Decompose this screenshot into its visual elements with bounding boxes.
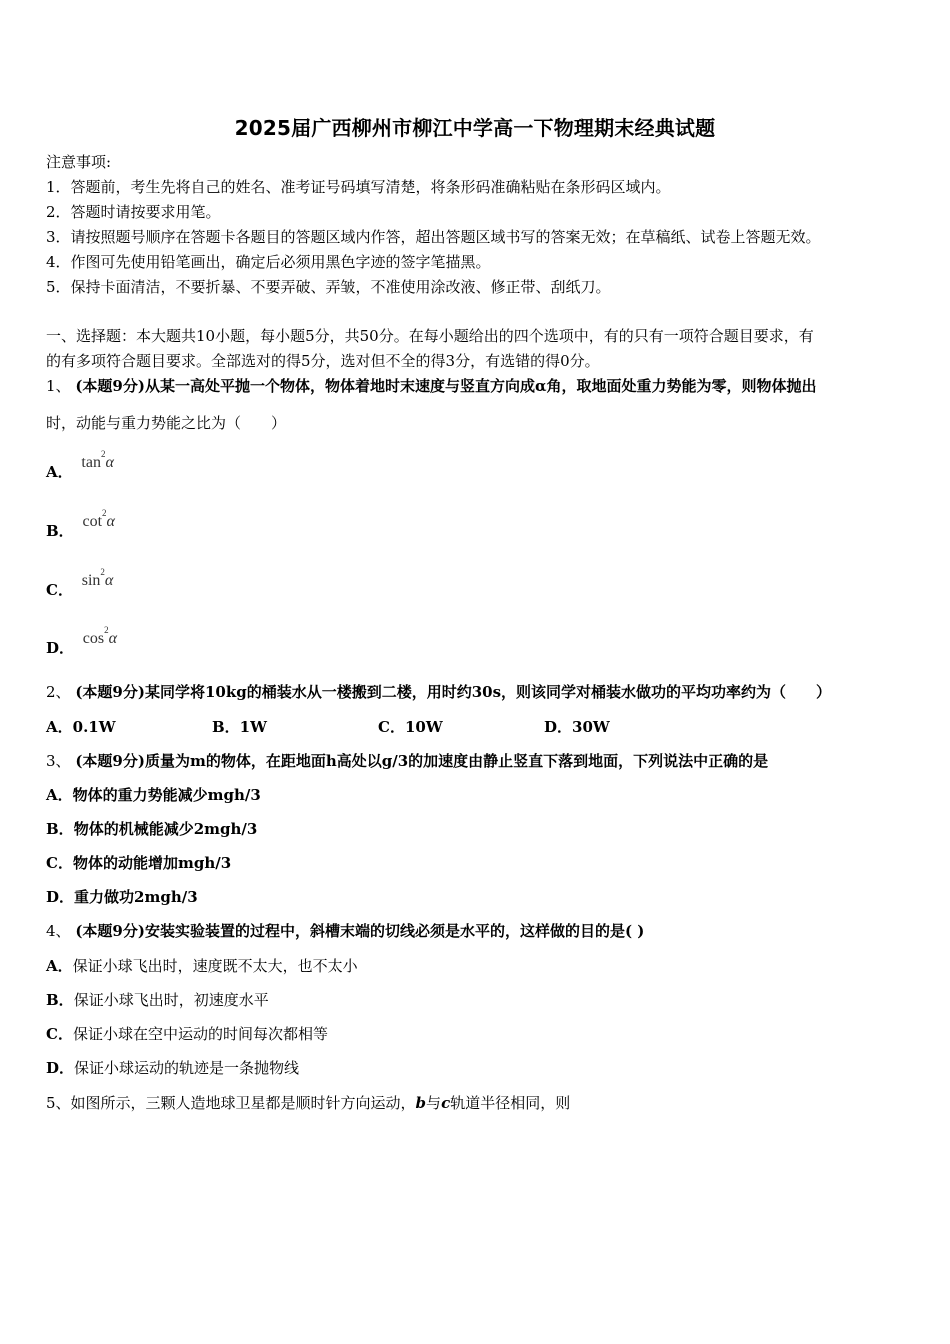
q1-option-c[interactable] (46, 567, 114, 600)
notice-item: 5．保持卡面清洁，不要折暴、不要弄破、弄皱，不准使用涂改液、修正带、刮纸刀。 (46, 278, 611, 296)
q1-option-d[interactable] (46, 625, 118, 658)
question-5-text: 5、如图所示，三颗人造地球卫星都是顺时针方向运动，b与c轨道半径相同，则 (46, 1094, 571, 1112)
option-formula: $\cot^2\alpha$ (82, 508, 115, 531)
question-2-text (46, 682, 831, 702)
question-score: (本题9分) (75, 922, 145, 940)
q2-option-b[interactable]: B．1W (212, 718, 267, 736)
option-formula: $\cos^2\alpha$ (82, 625, 118, 648)
question-text: 某同学将10kg的桶装水从一楼搬到二楼，用时约30s，则该同学对桶装水做功的平均功率约为（ ） (144, 683, 832, 701)
q3-option-c[interactable]: C．物体的动能增加mgh/3 (46, 854, 232, 872)
question-text: 从某一高处平抛一个物体，物体着地时末速度与竖直方向成α角，取地面处重力势能为零，则物体抛出 (144, 377, 817, 395)
notice-item: 2．答题时请按要求用笔。 (46, 203, 221, 221)
option-label: C． (46, 581, 73, 600)
question-number: 4、 (46, 922, 71, 940)
section-instructions-line1: 一、选择题：本大题共10小题，每小题5分，共50分。在每小题给出的四个选项中，有的只有一项符合题目要求，有 (46, 327, 814, 345)
q3-option-a[interactable]: A．物体的重力势能减少mgh/3 (46, 786, 261, 804)
question-number: 2、 (46, 683, 71, 701)
page-title: 2025届广西柳州市柳江中学高一下物理期末经典试题 (234, 116, 716, 140)
q2-option-a[interactable]: A．0.1W (46, 718, 116, 736)
question-text: 质量为m的物体，在距地面h高处以g/3的加速度由静止竖直下落到地面，下列说法中正确的是 (144, 752, 769, 770)
notice-item: 1．答题前，考生先将自己的姓名、准考证号码填写清楚，将条形码准确粘贴在条形码区域内。 (46, 178, 671, 196)
notice-item: 3．请按照题号顺序在答题卡各题目的答题区域内作答，超出答题区域书写的答案无效；在草稿纸、试卷上答题无效。 (46, 228, 821, 246)
question-number: 3、 (46, 752, 71, 770)
question-1-text-cont: 时，动能与重力势能之比为（ ） (46, 414, 287, 432)
option-label: B． (46, 522, 74, 541)
q3-option-d[interactable]: D．重力做功2mgh/3 (46, 888, 198, 906)
question-number: 1、 (46, 377, 71, 395)
section-instructions-line2: 的有多项符合题目要求。全部选对的得5分，选对但不全的得3分，有选错的得0分。 (46, 352, 600, 370)
notice-item: 4．作图可先使用铅笔画出，确定后必须用黑色字迹的签字笔描黑。 (46, 253, 491, 271)
option-label: D． (46, 639, 75, 658)
option-formula: $\sin^2\alpha$ (81, 567, 114, 590)
option-formula: $\tan^2\alpha$ (81, 449, 114, 472)
question-score: (本题9分) (75, 752, 145, 770)
question-score: (本题9分) (75, 377, 145, 395)
q2-options (46, 717, 610, 737)
q4-option-b[interactable]: B．保证小球飞出时，初速度水平 (46, 991, 269, 1009)
q4-option-a[interactable]: A．保证小球飞出时，速度既不太大，也不太小 (46, 957, 358, 975)
question-3-text (46, 751, 768, 771)
question-text: 安装实验装置的过程中，斜槽末端的切线必须是水平的，这样做的目的是( ) (144, 922, 645, 940)
notice-heading: 注意事项: (46, 153, 112, 171)
q2-option-d[interactable]: D．30W (544, 718, 610, 736)
q4-option-c[interactable]: C．保证小球在空中运动的时间每次都相等 (46, 1025, 328, 1043)
q2-option-c[interactable]: C．10W (378, 718, 443, 736)
q1-option-a[interactable] (46, 449, 114, 482)
q1-option-b[interactable] (46, 508, 115, 541)
question-1-text (46, 376, 817, 396)
question-4-text (46, 921, 644, 941)
question-score: (本题9分) (75, 683, 145, 701)
option-label: A． (46, 463, 73, 482)
q3-option-b[interactable]: B．物体的机械能减少2mgh/3 (46, 820, 258, 838)
q4-option-d[interactable]: D．保证小球运动的轨迹是一条抛物线 (46, 1059, 300, 1077)
